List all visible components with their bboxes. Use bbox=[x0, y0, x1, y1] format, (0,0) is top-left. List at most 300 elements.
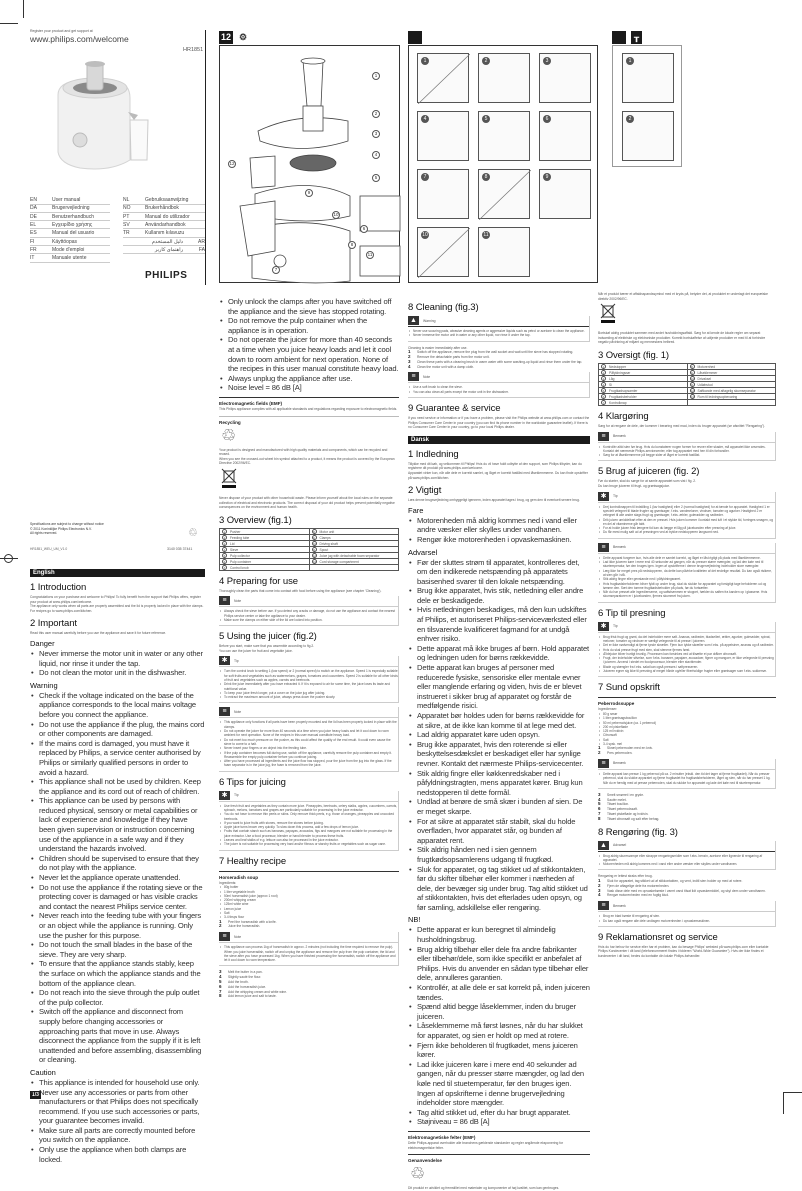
language-code: EN bbox=[30, 197, 37, 203]
tip-label: Tip bbox=[613, 494, 618, 499]
step-text: Tilsæt peberrodssaft. bbox=[607, 807, 638, 812]
part-number: 7 bbox=[223, 565, 226, 570]
part-number: 9 bbox=[313, 535, 315, 540]
part-number: 12 bbox=[690, 388, 694, 393]
note-item: • Brug en blød børste til rengøring af sien. bbox=[598, 914, 775, 918]
part-number: 6 bbox=[602, 394, 605, 399]
note-item: • Do not operate the juicer for more than 40 seconds at a time when you juice heavy loads and let it cool down to room ambient for next operation. None of the recipes in this user manual constitute heavy load. bbox=[219, 729, 398, 738]
section-heading: 9 Reklamationsret og service bbox=[598, 931, 718, 943]
step-text: Add lemon juice and salt to taste. bbox=[228, 994, 277, 999]
step-number: 7 bbox=[219, 988, 222, 994]
support-url[interactable]: www.philips.com/welcome bbox=[30, 34, 129, 44]
paragraph: Your product is designed and manufactured with high quality materials and components, which can be recycled and reused. bbox=[219, 447, 388, 457]
part-number: 11 bbox=[690, 382, 694, 387]
crossed-bin-icon bbox=[600, 303, 776, 328]
note-item: • If the pulp container becomes full during use, switch off the appliance, carefully remove the pulp container and empty it. Reassemble the empty pulp container before you continue juicing. bbox=[219, 751, 398, 760]
language-section-bar: Dansk bbox=[408, 436, 590, 444]
ingredient-item: • 1 liter grøntsagsbouillon bbox=[598, 716, 776, 720]
safety-bullet: • Støjniveau = 86 dB [A] bbox=[408, 1117, 590, 1127]
step-text: Clean these parts with a cleaning brush in warm water with some washing-up liquid and rinse them under the tap. bbox=[417, 359, 583, 364]
note-box bbox=[408, 372, 590, 398]
part-name: Rum til ledningsopbevaring bbox=[697, 394, 738, 399]
column-english-continued bbox=[219, 297, 399, 999]
spec-line: © 2011 Koninklijke Philips Electronics N.V. bbox=[30, 526, 92, 531]
step-text: Add the broth. bbox=[228, 980, 249, 985]
step-number: 2 bbox=[408, 353, 411, 359]
warn-label: Warning bbox=[423, 318, 436, 323]
part-number: 5 bbox=[223, 553, 226, 558]
step-text: Remove the detachable parts from the motor unit. bbox=[417, 354, 490, 359]
note-box bbox=[598, 901, 776, 927]
step-number: 5 bbox=[219, 979, 222, 985]
paragraph: This Philips appliance complies with all applicable standards and regulations regarding exposure to electromagnetic fields. bbox=[219, 406, 398, 411]
note-item: • Use a soft brush to clean the sieve. bbox=[408, 385, 589, 389]
part-number: 11 bbox=[312, 547, 316, 552]
minor-heading: Electromagnetic fields (EMF) bbox=[219, 400, 283, 406]
safety-bullet: • Do not use the appliance if the rotating sieve or the protecting cover is damaged or has visible cracks and contact the nearest Philips service center. bbox=[30, 883, 205, 912]
warn-header bbox=[598, 841, 775, 852]
tip-item: • The juicer is not suitable for processing very hard and/or fibrous or starchy fruits or vegetables such as sugar cane. bbox=[219, 842, 398, 846]
note-label: Bemærk bbox=[613, 903, 626, 908]
paragraph: Bortskaf aldrig produktet sammen med andet husholdningsaffald. Sørg for at kende de lokale regler om separat indsamling af elektriske og elektroniske produkter. Korrekt bortskaffelse af udtjente produkter er med til at forhindre negativ påvirkning af miljøet og menneskers helbred. bbox=[598, 331, 766, 345]
safety-bullet: • Do not operate the juicer for more than 40 seconds at a time when you juice heavy loads and let it cool down to room ambient for next operation. None of the recipes in this user manual constitute heavy load. bbox=[219, 335, 399, 373]
tip-item: • Drej kontrolknappen til indstilling 1 (lav hastighed) eller 2 (normal hastighed) for at tænde for apparatet. Hastighed 1 er specielt velegnet til bløde frugter og grøntsager, f.eks. vandmeloner, vindruer, tomater og agurker. Hastighed 2 er velegnet til alle andre slags frugt og grøntsager, f.eks. æbler, gulerødder og rødbeder. bbox=[598, 505, 775, 518]
tip-item: • To keep your juice fresh longer, put a cover on the juice jug after juicing. bbox=[219, 691, 398, 695]
warn-item: • Never immerse the motor unit in water or any other liquid, nor rinse it under the tap. bbox=[408, 333, 589, 337]
language-code: FA bbox=[198, 246, 205, 253]
note-item: • Do not exert too much pressure on the pusher, as this could affect the quality of the end result. It could even cause the sieve to come to a halt. bbox=[219, 738, 398, 747]
step-text: Melt the butter in a pan. bbox=[228, 970, 263, 975]
step-text: Rengør motorenheden med en fugtig klud. bbox=[607, 893, 669, 898]
section-heading: 2 Vigtigt bbox=[408, 485, 442, 497]
part-number: 2 bbox=[602, 370, 605, 375]
paragraph: Dette Philips-apparat overholder alle branchens gældende standarder og regler angående eksponering for elektromagnetiske felter. bbox=[408, 1140, 564, 1150]
step-illustration bbox=[478, 169, 530, 219]
note-item: • This appliance only functions if all parts have been properly mounted and the lid has been properly locked in place with the clamps. bbox=[219, 720, 398, 729]
step-number: 4 bbox=[408, 363, 411, 369]
step-illustration bbox=[539, 53, 591, 103]
part-number: 9 bbox=[691, 370, 693, 375]
tip-header bbox=[598, 622, 775, 633]
column-dansk bbox=[598, 292, 776, 959]
paragraph: You can use the juicer for fruit and vegetable juice. bbox=[219, 648, 293, 653]
safety-bullet: • Never reach into the feeding tube with your fingers or an object while the appliance is running. Only use the pusher for this purpose. bbox=[30, 911, 205, 940]
tip-item: • You do not have to remove thin peels or skins. Only remove thick peels, e.g. those of oranges, pineapples and uncooked beetroots. bbox=[219, 812, 398, 821]
warn-box bbox=[408, 316, 590, 342]
note-icon: ≡ bbox=[598, 432, 609, 441]
safety-bullet: • Check if the voltage indicated on the base of the appliance corresponds to the local mains voltage before you connect the appliance. bbox=[30, 691, 205, 720]
step-number: 2 bbox=[598, 750, 601, 756]
step-number: 2 bbox=[598, 882, 601, 888]
safety-bullet: • Never immerse the motor unit in water or any other liquid, nor rinse it under the tap. bbox=[30, 649, 205, 668]
part-name: Si bbox=[609, 382, 612, 387]
paragraph: Read this user manual carefully before you use the appliance and save it for future reference. bbox=[30, 631, 167, 636]
language-name: Brugervejledning bbox=[52, 205, 90, 212]
step-text: Tilsæt citronsaft og salt efter behag. bbox=[607, 816, 660, 821]
note-header bbox=[219, 932, 398, 943]
numbered-step bbox=[598, 893, 776, 898]
step-illustration bbox=[478, 227, 530, 277]
step-number: 11 bbox=[483, 232, 489, 238]
tip-item: • Hvis du skal presse frugt med sten, skal stenene fjernes først. bbox=[598, 648, 775, 652]
section-heading: 1 Indledning bbox=[408, 448, 459, 460]
step-number: 5 bbox=[482, 115, 490, 123]
step-illustration bbox=[539, 169, 591, 219]
note-box bbox=[219, 596, 399, 626]
note-icon: ≡ bbox=[598, 759, 609, 768]
section-heading: 5 Using the juicer (fig.2) bbox=[219, 631, 317, 643]
registration-mark bbox=[4, 554, 13, 563]
note-item: • Lad ikke juiceren køre i mere end 40 sekunder ad gangen, når du presser større mængder, og lad den køle ned til stuetemperatur, før den bruges igen. Ingen af opskrifterne i denne brugervejledning indeholder store mængder. bbox=[598, 560, 775, 569]
language-name: Benutzerhandbuch bbox=[52, 213, 94, 220]
step-number: 8 bbox=[219, 993, 222, 999]
section-heading: 3 Overview (fig.1) bbox=[219, 514, 292, 526]
assembly-icon: ⚙ bbox=[238, 32, 248, 42]
safety-bullet: • Apparatet bør holdes uden for børns rækkevidde for at sikre, at de ikke kan komme til at lege med det. bbox=[408, 711, 590, 730]
part-number: 10 bbox=[312, 541, 316, 546]
section-heading: 7 Sund opskrift bbox=[598, 682, 660, 694]
divider bbox=[598, 697, 776, 698]
tip-item: • Det er ikke nødvendigt at fjerne tynde skræller. Fjern kun tykke skræller som f.eks. på appelsiner, ananas og rå rødbeder. bbox=[598, 643, 775, 647]
note-header bbox=[219, 596, 398, 607]
note-label: Bemærk bbox=[613, 434, 626, 439]
crossed-bin-icon bbox=[221, 468, 399, 493]
language-item bbox=[123, 238, 205, 247]
figure-2-usage-steps bbox=[408, 45, 598, 283]
language-item bbox=[123, 213, 205, 222]
figure-callout: 2 bbox=[372, 110, 380, 118]
safety-bullet: • Låseklemmerne må først løsnes, når du har slukket for apparatet, og sien er holdt op med at rotere. bbox=[408, 1021, 590, 1040]
note-item: • Du kan også rengøre alle dele undtagen motorenheden i opvaskemaskinen. bbox=[598, 919, 775, 923]
note-item: • Make sure the clamps on either side of the lid are locked into position. bbox=[219, 618, 398, 622]
tip-label: Tip bbox=[613, 624, 618, 629]
language-name: Manual do utilizador bbox=[145, 213, 190, 220]
step-number: 1 bbox=[598, 878, 601, 884]
language-code: IT bbox=[30, 255, 35, 262]
tip-header bbox=[598, 492, 775, 503]
subsection-heading: Advarsel bbox=[408, 547, 438, 557]
step-number: 8 bbox=[482, 173, 490, 181]
parts-row bbox=[220, 564, 399, 570]
safety-bullet: • Brug ikke apparatet, hvis den roterende si eller beskyttelsesdækslet er beskadiget eller har synlige revner. Kontakt det nærmeste Philips-servicecenter. bbox=[408, 740, 590, 769]
figure-callout: 6 bbox=[360, 225, 368, 233]
tip-item: • To extract the maximum amount of juice, always press down the pusher slowly. bbox=[219, 695, 398, 699]
language-code: FR bbox=[30, 246, 37, 253]
part-name: Pulp collector bbox=[230, 553, 250, 558]
note-label: Note bbox=[234, 598, 242, 603]
part-number: 12 bbox=[312, 553, 316, 558]
safety-bullet: • Undlad at berøre de små skær i bunden af sien. De er meget skarpe. bbox=[408, 797, 590, 816]
language-item bbox=[30, 229, 110, 238]
step-number: 1 bbox=[408, 349, 411, 355]
ingredient-item: • 50 ml peberrodsjuice (ca. 1 peberrod) bbox=[598, 721, 776, 725]
subsection-heading: Caution bbox=[30, 1067, 56, 1077]
step-number: 1 bbox=[219, 918, 222, 924]
paragraph: Hvis du har behov for service eller har et problem, kan du besøge Philips' websted på www.philips.com eller kontakte Philips Kundecenter i dit land (telefonnummeret findes i folderen "World-Wide Guarantee"). Hvis der ikke findes et kundecenter i dit land, bedes du kontakte din lokale Philips-forhandler. bbox=[598, 944, 769, 959]
step-illustration bbox=[478, 111, 530, 161]
note-header bbox=[408, 372, 589, 383]
language-code: PT bbox=[123, 213, 130, 220]
language-item bbox=[123, 204, 205, 213]
language-code: SV bbox=[123, 221, 130, 228]
safety-bullet: • Før der sluttes strøm til apparatet, kontrolleres det, om den indikerede netspænding på apparatets basisenhed svarer til den lokale netspænding. bbox=[408, 558, 590, 587]
part-name: Pusher bbox=[230, 529, 241, 534]
figure-callout: 3 bbox=[372, 130, 380, 138]
paragraph: Thoroughly clean the parts that come into contact with food before using the appliance (see chapter 'Cleaning'). bbox=[219, 588, 382, 593]
figure-callout: 1 bbox=[372, 72, 380, 80]
section-heading: 1 Introduction bbox=[30, 582, 87, 593]
crop-mark bbox=[783, 1092, 784, 1114]
part-number: 5 bbox=[602, 388, 605, 393]
safety-bullet: • Switch off the appliance and disconnect from supply before changing accessories or approaching parts that move in use. Always disconnect the appliance from the supply if it is left unattended and before assembling, disassembling or cleaning. bbox=[30, 1007, 205, 1065]
spec-line: All rights reserved. bbox=[30, 531, 58, 536]
ingredient-item: • 125 ml hvidvin bbox=[598, 729, 776, 733]
part-number: 13 bbox=[312, 559, 316, 564]
part-number: 1 bbox=[223, 529, 226, 534]
part-name: Control knob bbox=[230, 565, 249, 570]
language-item bbox=[123, 221, 205, 230]
safety-bullet: • Do not use the appliance if the plug, the mains cord or other components are damaged. bbox=[30, 720, 205, 739]
step-number: 8 bbox=[598, 815, 601, 821]
part-name: Låg bbox=[609, 376, 615, 381]
part-number: 3 bbox=[602, 376, 605, 381]
safety-bullet: • Never use any accessories or parts from other manufacturers or that Philips does not specifically recommend. If you use such accessories or parts, your guarantee becomes invalid. bbox=[30, 1088, 205, 1126]
paragraph: If you need service or information or if you have a problem, please visit the Philips website at www.philips.com or contact the Philips Consumer Care Center in your country (you can find its phone number in the worldwide guarantee leaflet). If there is no Consumer Care Center in your country, go to your local Philips dealer. bbox=[408, 415, 590, 430]
divider bbox=[219, 397, 399, 398]
section-heading: 4 Preparing for use bbox=[219, 575, 298, 587]
note-header bbox=[219, 707, 398, 718]
paragraph: Rengøring er lettest straks efter brug. bbox=[598, 874, 653, 879]
parts-cell bbox=[309, 564, 399, 570]
note-icon: ≡ bbox=[219, 932, 230, 941]
paragraph: The appliance only works when all parts are properly assembled and the lid is properly locked in place with the clamps. bbox=[30, 604, 204, 609]
warn-label: Advarsel bbox=[613, 843, 627, 848]
juicer-product-photo bbox=[50, 60, 150, 180]
part-name: Nedstopper bbox=[609, 364, 627, 369]
figure-3-cleaning-steps bbox=[612, 45, 682, 167]
note-item: • Never insert your fingers or an object into the feeding tube. bbox=[219, 746, 398, 750]
ingredient-item: • Lemon juice bbox=[219, 907, 399, 911]
note-label: Note bbox=[234, 934, 242, 939]
safety-bullet: • Stik aldrig hånden ned i sien gennem frugtkødsopsamlerens udgang til frugtkød. bbox=[408, 845, 590, 864]
subsection-heading: Warning bbox=[30, 680, 58, 690]
part-number: 10 bbox=[690, 376, 694, 381]
step-number: 7 bbox=[421, 173, 429, 181]
part-number: 4 bbox=[223, 547, 226, 552]
subsection-heading: Fare bbox=[408, 505, 424, 515]
safety-bullet: • This appliance shall not be used by children. Keep the appliance and its cord out of reach of children. bbox=[30, 777, 205, 796]
note-icon: ≡ bbox=[598, 901, 609, 910]
tip-box bbox=[598, 622, 776, 678]
step-number: 4 bbox=[598, 892, 601, 898]
step-number: 1 bbox=[421, 57, 429, 65]
safety-bullet: • Dette apparat kan bruges af personer med reducerede fysiske, sensoriske eller mentale evner eller manglende erfaring og viden, hvis de er blevet instrueret i sikker brug af apparatet og forstår de medfølgende risici. bbox=[408, 663, 590, 711]
tip-item: • Leaves and leaf stalks of e.g. lettuce can also be processed in the juice extractor. bbox=[219, 838, 398, 842]
warn-header bbox=[408, 316, 589, 327]
safety-bullet: • Fjern ikke beholderen til frugtkødet, mens juiceren kører. bbox=[408, 1041, 590, 1060]
language-item bbox=[30, 213, 110, 222]
tip-item: • Use fresh fruit and vegetables as they contain more juice. Pineapples, beetroots, celery stalks, apples, cucumbers, carrots, spinach, melons, tomatoes and grapes are particularly suitable for processing in the juice extractor. bbox=[219, 804, 398, 813]
section-heading: 3 Oversigt (fig. 1) bbox=[598, 349, 669, 361]
step-number: 6 bbox=[219, 983, 222, 989]
part-name: Motorenhed bbox=[697, 364, 716, 369]
note-box bbox=[598, 543, 776, 603]
recycle-icon: ♲ bbox=[410, 1164, 426, 1184]
paragraph: Apparatet virker kun, når alle dele er korrekt samlet, og låget er korrekt fastlåst med låseklemmerne. Du kan finde opskrifter på www.philips.com/kitchen. bbox=[408, 470, 588, 480]
minor-heading: Horseradish soup bbox=[219, 874, 259, 880]
step-number: 1 bbox=[598, 745, 601, 751]
minor-heading: Elektromagnetiske felter (EMF) bbox=[408, 1134, 476, 1140]
paragraph: Ingredienser: bbox=[598, 707, 618, 712]
step-number: 4 bbox=[421, 115, 429, 123]
language-code: FI bbox=[30, 238, 35, 245]
step-number: 3 bbox=[598, 887, 601, 893]
tip-item: • For at holde juicen frisk længere tid kan du lægge et låg på juicekanden efter presning af juice. bbox=[598, 526, 775, 530]
ingredient-item: • 80 g smør bbox=[598, 712, 776, 716]
ingredient-item: • 200 ml piskefløde bbox=[598, 725, 776, 729]
note-icon: ≡ bbox=[219, 596, 230, 605]
language-item bbox=[30, 254, 110, 263]
note-header bbox=[598, 432, 775, 443]
safety-bullet: • Sluk for apparatet, og tag stikket ud af stikkontakten, før du skifter tilbehør eller kommer i nærheden af dele, der bevæger sig under brug. Tag altid stikket ud af stikkontakten, hvis det efterlades uden opsyn, og før samling, adskillelse eller rengøring. bbox=[408, 865, 590, 913]
part-name: Påfyldningsrør bbox=[609, 370, 631, 375]
ingredient-item: • Salt bbox=[219, 911, 399, 915]
step-number: 2 bbox=[482, 57, 490, 65]
section-heading: 6 Tips for juicing bbox=[219, 776, 286, 788]
language-name: Kullanım kılavuzu bbox=[145, 230, 185, 237]
crop-mark bbox=[23, 0, 24, 18]
numbered-step bbox=[219, 994, 399, 999]
part-name: Låseklemmer bbox=[697, 370, 718, 375]
safety-bullet: • This appliance is intended for household use only. bbox=[30, 1078, 205, 1088]
step-text: Slightly sauté the flour. bbox=[228, 975, 262, 980]
step-illustration bbox=[417, 227, 469, 277]
part-number: 2 bbox=[223, 535, 226, 540]
step-number: 2 bbox=[626, 115, 634, 123]
subsection-heading: Danger bbox=[30, 638, 55, 648]
paragraph: When you see the crossed-out wheel bin symbol attached to a product, it means the product is covered by the European Directive 2002/96/EC. bbox=[219, 456, 395, 466]
note-item: • This appliance can process 1kg of horseradish in approx. 2 minutes (not including the time required to remove the pulp). When you juice horseradish, switch off and unplug the appliance and remove the pulp from the pulp container, the lid and the sieve after you have processed 1kg. When you have finished processing the horseradish, switch off the appliance and let it cool down to room temperature. bbox=[219, 945, 398, 962]
safety-bullet: • Never let the appliance operate unattended. bbox=[30, 873, 205, 883]
tap-icon: ┰ bbox=[631, 31, 642, 44]
safety-bullet: • Noise level = 86 dB [A] bbox=[219, 383, 399, 393]
safety-bullet: • Do not reach into the sieve through the pulp outlet of the pulp collector. bbox=[30, 988, 205, 1007]
numbered-step bbox=[219, 924, 399, 929]
language-code: TR bbox=[123, 230, 130, 237]
part-number: 4 bbox=[602, 382, 605, 387]
warn-item: • Brug aldrig skuresvampe eller skrappe rengøringsmidler som f.eks. benzin, acetone eller lignende til rengøring af apparatet. bbox=[598, 854, 775, 863]
part-name: Feeding tube bbox=[230, 535, 250, 540]
note-item: • After you have processed all ingredients and the juice flow has stopped, pour the juice from the jug into the glass. If the foam separator is in the juice jug, the foam is removed from the juice. bbox=[219, 759, 398, 768]
paragraph: Før du starter, skal du sørge for at samle apparatet som vist i fig. 2. bbox=[598, 479, 697, 484]
tip-header bbox=[219, 791, 398, 802]
warning-icon: ▲ bbox=[598, 841, 609, 850]
tip-icon: ✱ bbox=[219, 656, 230, 665]
note-icon: ≡ bbox=[219, 707, 230, 716]
ingredient-item: • Salt bbox=[598, 738, 776, 742]
column-english bbox=[30, 563, 205, 1164]
note-box bbox=[598, 432, 776, 462]
figure-3-number bbox=[612, 31, 626, 44]
language-name: Användarhandbok bbox=[145, 221, 186, 228]
warn-box bbox=[598, 841, 776, 871]
language-item bbox=[30, 238, 110, 247]
figure-2-number bbox=[408, 31, 422, 44]
note-item: • Sørg for at låseklemmerne på begge sider af låget er korrekt fastlåst. bbox=[598, 453, 775, 457]
note-header bbox=[598, 759, 775, 770]
note-label: Note bbox=[423, 374, 431, 379]
part-number: 1 bbox=[602, 364, 605, 369]
overview-parts-table bbox=[598, 363, 776, 406]
safety-bullet: • Dette apparat er kun beregnet til almindelig husholdningsbrug. bbox=[408, 925, 590, 944]
language-name: Manuale utente bbox=[52, 255, 87, 262]
figure-callout: 11 bbox=[367, 252, 373, 257]
paragraph: Before you start, make sure that you assemble according to fig.2. bbox=[219, 644, 315, 649]
language-code: NL bbox=[123, 197, 130, 203]
language-name: Mode d'emploi bbox=[52, 246, 85, 253]
tip-icon: ✱ bbox=[598, 622, 609, 631]
tip-item: • Juiceren egner sig ikke til presning af meget hårde og/eller fiberholdige frugter eller grøntsager som f.eks. sukkerrør. bbox=[598, 669, 775, 673]
column-english-dansk bbox=[408, 297, 590, 1191]
note-label: Note bbox=[234, 709, 242, 714]
paragraph: Du kan bruge juiceren til frugt- og grøntsagsjuice. bbox=[598, 484, 671, 489]
paragraph: Læs denne brugsvejledning omhyggeligt igennem, inden apparatet tages i brug, og gem den til eventuelt senere brug. bbox=[408, 498, 580, 503]
figure-callout: 7 bbox=[272, 266, 280, 274]
register-text: Register your product and get support at bbox=[30, 29, 93, 33]
language-item bbox=[30, 204, 110, 213]
part-number: 7 bbox=[602, 400, 605, 405]
part-number: 6 bbox=[223, 559, 226, 564]
divider bbox=[219, 871, 399, 872]
part-number: 8 bbox=[691, 364, 693, 369]
safety-bullet: • Children should be supervised to ensure that they do not play with the appliance. bbox=[30, 854, 205, 873]
recycle-icon: ♲ bbox=[221, 425, 237, 445]
tip-item: • Frugt, der indeholder stivelse, som f.eks. bananer, papajaer, avocadoer, figner og mangoer, er ikke velegnede til presning i juiceren. Anvend i stedet en foodprocessor, blender eller stavblender. bbox=[598, 656, 775, 665]
step-number: 3 bbox=[598, 791, 601, 797]
language-name: Brukerhåndbok bbox=[145, 205, 179, 212]
part-name: Cord storage compartment bbox=[319, 559, 359, 564]
paragraph: Dit produkt er udviklet og fremstillet med materialer og komponenter af høj kvalitet, som kan genbruges. bbox=[408, 1186, 560, 1191]
numbered-step bbox=[408, 365, 590, 370]
step-text: Peel the horseradish with a knife. bbox=[228, 919, 277, 924]
paragraph: Cleaning is easier immediately after use. bbox=[408, 345, 468, 350]
minor-heading: Recycling bbox=[219, 419, 241, 425]
part-name: Frugtkødsopsamler bbox=[609, 388, 638, 393]
numbered-step bbox=[598, 751, 776, 756]
note-item: • Når du har presset alle ingredienserne, og saftstrømmen er stoppet, hælder du saften fra kanden op i glassene. Hvis skumseparatoren er i juicekanden, fjernes skummet fra juicen. bbox=[598, 590, 775, 599]
figure-1-exploded-view bbox=[219, 45, 400, 283]
page-number: 1/3 bbox=[32, 1092, 39, 1098]
step-text: Clean the motor unit with a damp cloth. bbox=[417, 364, 475, 369]
crop-mark bbox=[783, 1092, 802, 1093]
tip-item: • Drink the juice immediately after you have extracted it. If it is exposed to air for some time, the juice loses its taste and nutritional value. bbox=[219, 682, 398, 691]
part-number: 3140 035 37441 bbox=[167, 547, 193, 551]
safety-bullet: • Lad aldrig apparatet køre uden opsyn. bbox=[408, 730, 590, 740]
part-name: Saftkande med aftagelig skumseparator bbox=[697, 388, 756, 393]
step-number: 4 bbox=[598, 796, 601, 802]
paragraph: For recipes go to www.philips.com/kitchen. bbox=[30, 608, 93, 613]
note-icon: ≡ bbox=[598, 543, 609, 552]
warning-icon: ▲ bbox=[408, 316, 419, 325]
paragraph: Never dispose of your product with other household waste. Please inform yourself about the local rules on the separate collection of electrical and electronic products. The correct disposal of your old product helps prevent potentially negative consequences on the environment and human health. bbox=[219, 495, 395, 510]
note-label: Bemærk bbox=[613, 761, 626, 766]
step-text: Switch off the appliance, remove the plug from the wall socket and wait until the sieve has stopped rotating. bbox=[417, 350, 574, 355]
safety-bullet: • Always unplug the appliance after use. bbox=[219, 374, 399, 384]
paragraph: Sørg for at rengøre de dele, der kommer i berøring med mad, inden du bruger apparatet (se afsnittet "Rengøring"). bbox=[598, 423, 766, 428]
figure-callout: 9 bbox=[305, 189, 313, 197]
safety-bullet: • Dette apparat må ikke bruges af børn. Hold apparatet og ledningen uden for børns rækkevidde. bbox=[408, 644, 590, 663]
note-item: • Kontrollér altid sien før brug. Hvis du konstaterer nogen former for revner eller skader, må apparatet ikke anvendes. Kontakt det nærmeste Philips-servicecenter, eller tag apparatet med hen til din forhandler. bbox=[598, 445, 775, 454]
